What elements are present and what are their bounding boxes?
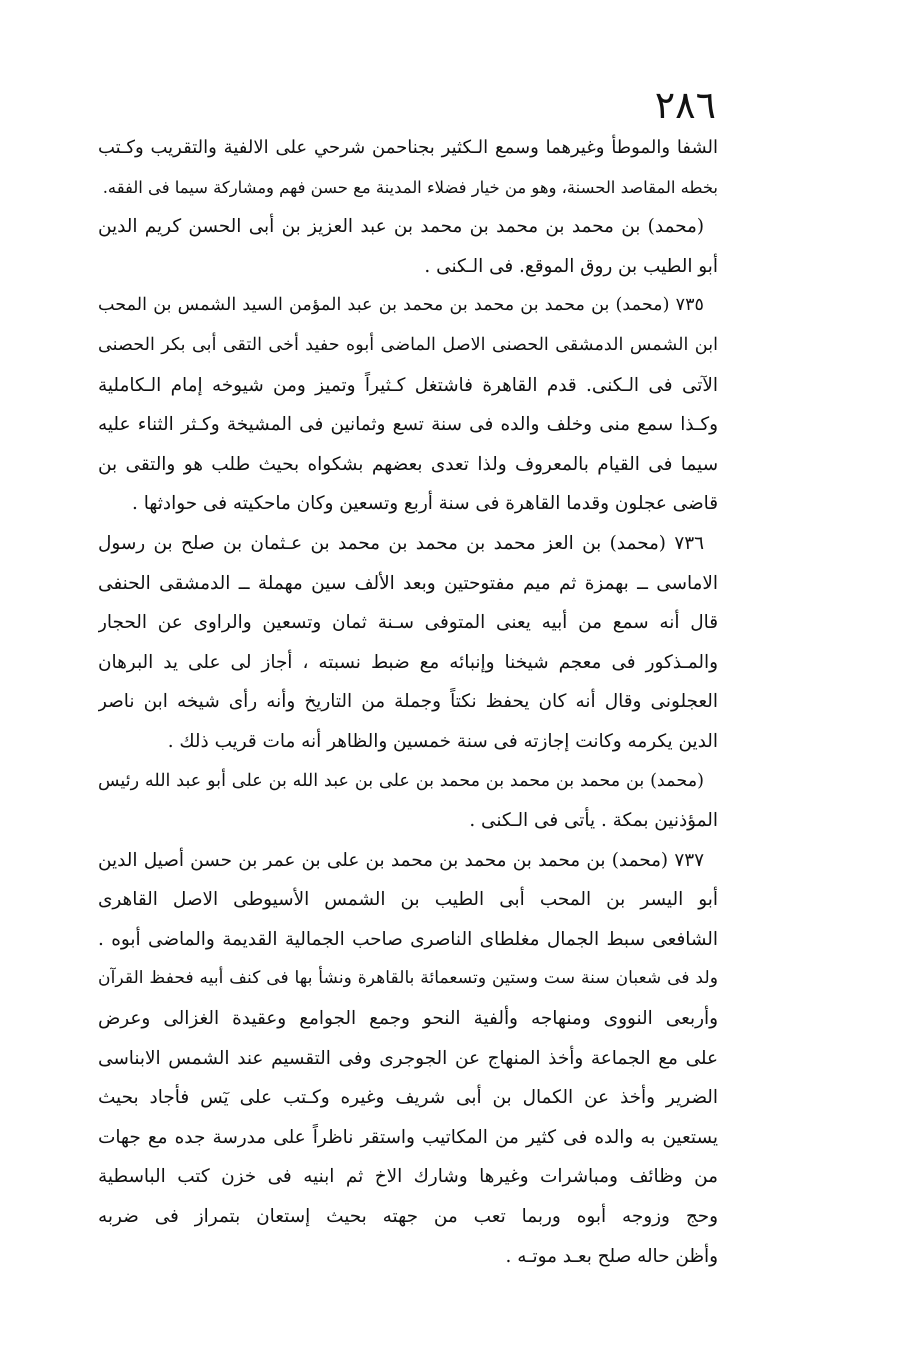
body-text: [98, 128, 718, 1276]
text-line: على مع الجماعة وأخذ المنهاج عن الجوجرى وفى التقسيم عند الشمس الابناسى: [98, 1047, 718, 1069]
text-line: أبو اليسر بن المحب أبى الطيب بن الشمس الأسيوطى الاصل القاهرى: [98, 889, 718, 911]
text-line: المؤذنين بمكة . يأتى فى الـكنى .: [469, 810, 718, 832]
text-line: من وظائف ومباشرات وغيرها وشارك الاخ ثم ابنيه فى خزن كتب الباسطية: [98, 1166, 718, 1188]
text-line: قال أنه سمع من أبيه يعنى المتوفى سـنة ثمان وتسعين والراوى عن الحجار: [98, 612, 718, 634]
text-line: الاماسى ــ بهمزة ثم ميم مفتوحتين وبعد الألف سين مهملة ــ الدمشقى الحنفى: [98, 572, 718, 594]
text-line: بخطه المقاصد الحسنة، وهو من خيار فضلاء المدينة مع حسن فهم ومشاركة سيما فى الفقه.: [102, 177, 718, 197]
entry-start-line: (محمد) بن محمد بن محمد بن محمد بن على بن عبد الله بن على أبو عبد الله رئيس: [98, 770, 704, 791]
text-line: يستعين به والده فى كثير من المكاتيب واستقر ناظراً على مدرسة جده مع جهات: [98, 1126, 718, 1148]
text-line: العجلونى وقال أنه كان يحفظ نكتاً وجملة من التاريخ وأنه رأى شيخه ابن ناصر: [98, 691, 718, 713]
entry-start-line: ٧٣٥ (محمد) بن محمد بن محمد بن محمد بن عبد المؤمن السيد الشمس بن المحب: [98, 295, 704, 316]
entry-start-line: (محمد) بن محمد بن محمد بن محمد بن عبد العزيز بن أبى الحسن كريم الدين: [98, 216, 704, 238]
text-line: الشفا والموطأ وغيرهما وسمع الـكثير بجناحمن شرحي على الالفية والتقريب وكـتب: [98, 137, 718, 158]
text-line: الشافعى سبط الجمال مغلطاى الناصرى صاحب الجمالية القديمة والماضى أبوه .: [98, 928, 718, 950]
text-line: سيما فى القيام بالمعروف ولذا تعدى بعضهم بشكواه بحيث طلب هو والتقى بن: [98, 453, 718, 475]
text-line: قاضى عجلون وقدما القاهرة فى سنة أربع وتسعين وكان ماحكيته فى حوادثها .: [132, 493, 718, 515]
text-line: أبو الطيب بن روق الموقع. فى الـكنى .: [424, 255, 718, 277]
page-number: ٢٨٦: [654, 83, 716, 127]
text-line: والمـذكور فى معجم شيخنا وإنبائه مع ضبط نسبته ، أجاز لى على يد البرهان: [98, 651, 718, 673]
text-line: الدين يكرمه وكانت إجازته فى سنة خمسين والظاهر أنه مات قريب ذلك .: [167, 730, 718, 752]
entry-start-line: ٧٣٧ (محمد) بن محمد بن محمد بن محمد بن على بن عمر بن حسن أصيل الدين: [98, 849, 704, 871]
text-line: الضرير وأخذ عن الكمال بن أبى شريف وغيره وكـتب على يٓس فأجاد بحيث: [98, 1087, 718, 1109]
entry-start-line: ٧٣٦ (محمد) بن العز محمد بن محمد بن محمد بن عـثمان بن صلح بن رسول: [98, 532, 704, 554]
text-line: وكـذا سمع منى وخلف والده فى سنة تسع وثمانين فى المشيخة وكـثر الثناء عليه: [98, 414, 718, 436]
text-line: وأظن حاله صلح بعـد موتـه .: [505, 1245, 718, 1267]
text-line: ابن الشمس الدمشقى الحصنى الاصل الماضى أبوه حفيد أخى التقى أبى بكر الحصنى: [98, 334, 718, 355]
text-line: وحج وزوجه أبوه وربما تعب من جهته بحيث إستعان بتمراز فى ضربه: [98, 1206, 718, 1228]
text-line: ولد فى شعبان سنة ست وستين وتسعمائة بالقاهرة ونشأ بها فى كنف أبيه فحفظ القرآن: [98, 968, 718, 989]
text-line: الآتى فى الـكنى. قدم القاهرة فاشتغل كـثيراً وتميز ومن شيوخه إمام الـكاملية: [98, 374, 718, 396]
text-line: وأربعى النووى ومنهاجه وألفية النحو وجمع الجوامع وعقيدة الغزالى وعرض: [98, 1008, 718, 1030]
